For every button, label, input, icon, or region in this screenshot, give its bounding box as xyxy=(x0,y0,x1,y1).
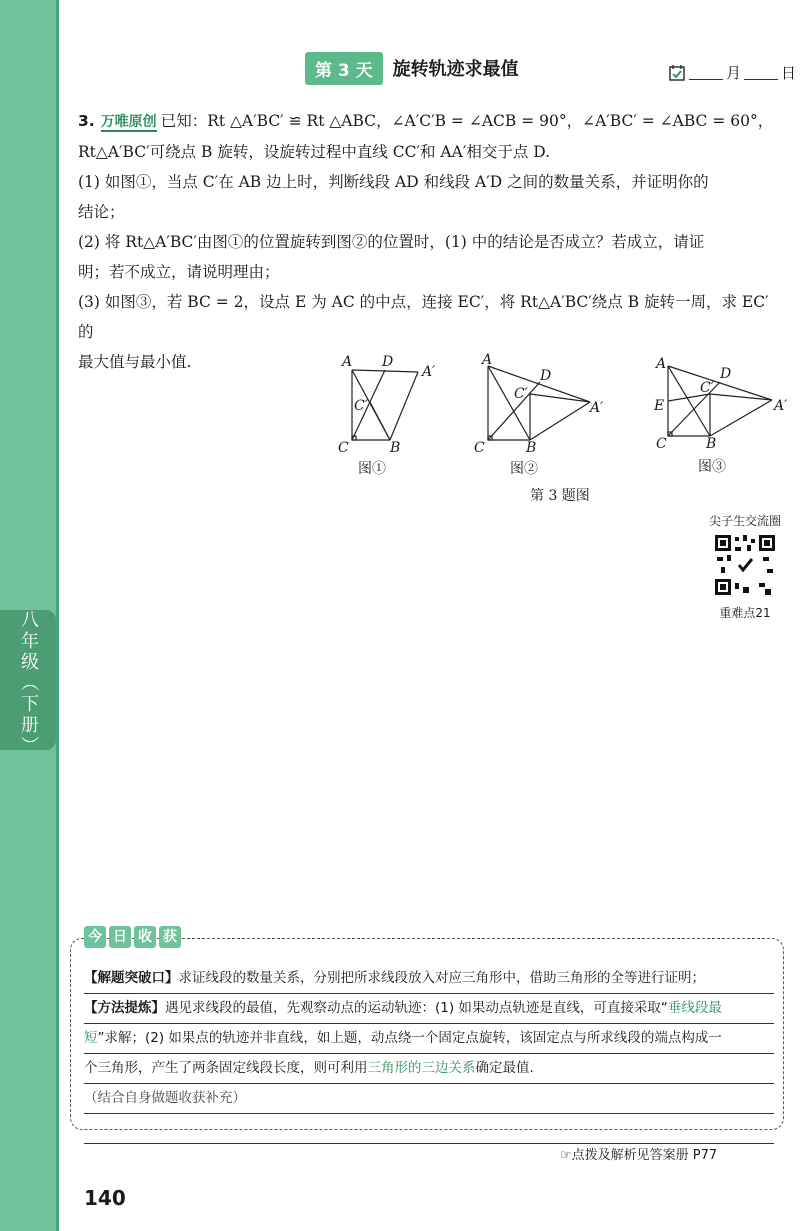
month-blank[interactable] xyxy=(689,65,723,80)
qr-code-icon[interactable] xyxy=(713,533,777,597)
part-1-cont: 结论； xyxy=(78,203,125,221)
page-number: 140 xyxy=(84,1186,126,1210)
summary-tag-char: 收 xyxy=(134,926,156,948)
fig2-label-c: C xyxy=(474,440,485,456)
qr-bottom-label: 重难点21 xyxy=(719,606,771,620)
day-badge: 第 3 天 xyxy=(305,52,383,85)
fig1-label-a: A xyxy=(342,354,353,370)
figure-2 xyxy=(488,366,590,440)
summary-row-5[interactable]: （结合自身做题收获补充） xyxy=(84,1084,774,1114)
month-label: 月 xyxy=(726,64,742,82)
problem-3 xyxy=(78,106,778,377)
part-1: (1) 如图①，当点 C′在 AB 边上时，判断线段 AD 和线段 A′D 之间的数量关系，并证明你的 xyxy=(78,173,709,191)
day-label: 日 xyxy=(781,64,797,82)
fig3-label-a: A xyxy=(656,356,667,372)
fig1-label-c: C xyxy=(338,440,349,456)
fig2-label-a: A xyxy=(482,352,493,368)
answer-reference: ☞点拨及解析见答案册 P77 xyxy=(560,1148,718,1163)
page-title: 旋转轨迹求最值 xyxy=(392,59,519,80)
summary-tag-char: 今 xyxy=(84,926,106,948)
fig2-caption: 图② xyxy=(510,461,538,477)
problem-figures xyxy=(320,352,800,512)
fig1-caption: 图① xyxy=(358,461,386,477)
qr-top-label: 尖子生交流圈 xyxy=(708,514,781,528)
fig3-label-aprime: A′ xyxy=(774,398,788,414)
grade-side-tab: 八年级（下册） xyxy=(0,610,56,750)
summary-row-2: 【方法提炼】遇见求线段的最值，先观察动点的运动轨迹：(1) 如果动点轨迹是直线，可直接采取“垂线段最 xyxy=(84,994,774,1024)
fig3-label-d: D xyxy=(720,366,732,382)
summary-row-blank[interactable] xyxy=(84,1114,774,1144)
fig2-label-d: D xyxy=(540,368,552,384)
fig3-label-b: B xyxy=(706,436,717,452)
fig1-label-b: B xyxy=(390,440,401,456)
summary-tag xyxy=(84,926,184,948)
summary-row-4: 个三角形，产生了两条固定线段长度，则可利用三角形的三边关系确定最值. xyxy=(84,1054,774,1084)
day-blank[interactable] xyxy=(744,65,778,80)
figure-group-caption: 第 3 题图 xyxy=(530,488,590,504)
fig3-label-cprime: C′ xyxy=(700,380,714,396)
qr-block xyxy=(700,512,790,621)
summary-row-3: 短”求解；(2) 如果点的轨迹并非直线，如上题，动点绕一个固定点旋转，该固定点与所求线段的端点构成一 xyxy=(84,1024,774,1054)
question-number: 3. xyxy=(78,112,95,130)
problem-line-1: 3. 万唯原创 已知：Rt △A′BC′ ≌ Rt △ABC，∠A′C′B = ∠ACB = 90°，∠A′BC′ = ∠ABC = 60°， xyxy=(78,112,774,130)
fig1-label-aprime: A′ xyxy=(422,364,436,380)
fig1-label-cprime: C′ xyxy=(354,398,368,414)
part-3-cont: 最大值与最小值. xyxy=(78,353,192,371)
part-2: (2) 将 Rt△A′BC′由图①的位置旋转到图②的位置时，(1) 中的结论是否成立？若成立，请证 xyxy=(78,233,705,251)
fig2-label-aprime: A′ xyxy=(590,400,604,416)
page-header xyxy=(305,52,565,84)
summary-tag-char: 获 xyxy=(159,926,181,948)
summary-row-1: 【解题突破口】求证线段的数量关系，分别把所求线段放入对应三角形中，借助三角形的全等进行证明； xyxy=(84,964,774,994)
fig3-label-e: E xyxy=(654,398,665,414)
fig3-label-c: C xyxy=(656,436,667,452)
part-2-cont: 明；若不成立，请说明理由； xyxy=(78,263,280,281)
fig3-caption: 图③ xyxy=(698,459,726,475)
fig2-label-b: B xyxy=(526,440,537,456)
summary-content xyxy=(84,964,774,1144)
part-3: (3) 如图③，若 BC = 2，设点 E 为 AC 的中点，连接 EC′，将 Rt△A′BC′绕点 B 旋转一周，求 EC′的 xyxy=(78,293,769,341)
problem-line-2: Rt△A′BC′可绕点 B 旋转，设旋转过程中直线 CC′和 AA′相交于点 D. xyxy=(78,143,551,161)
original-tag: 万唯原创 xyxy=(100,114,157,130)
fig1-label-d: D xyxy=(382,354,394,370)
date-fill-area xyxy=(668,62,796,83)
summary-tag-char: 日 xyxy=(109,926,131,948)
calendar-check-icon xyxy=(668,64,686,82)
fig2-label-cprime: C′ xyxy=(514,386,528,402)
